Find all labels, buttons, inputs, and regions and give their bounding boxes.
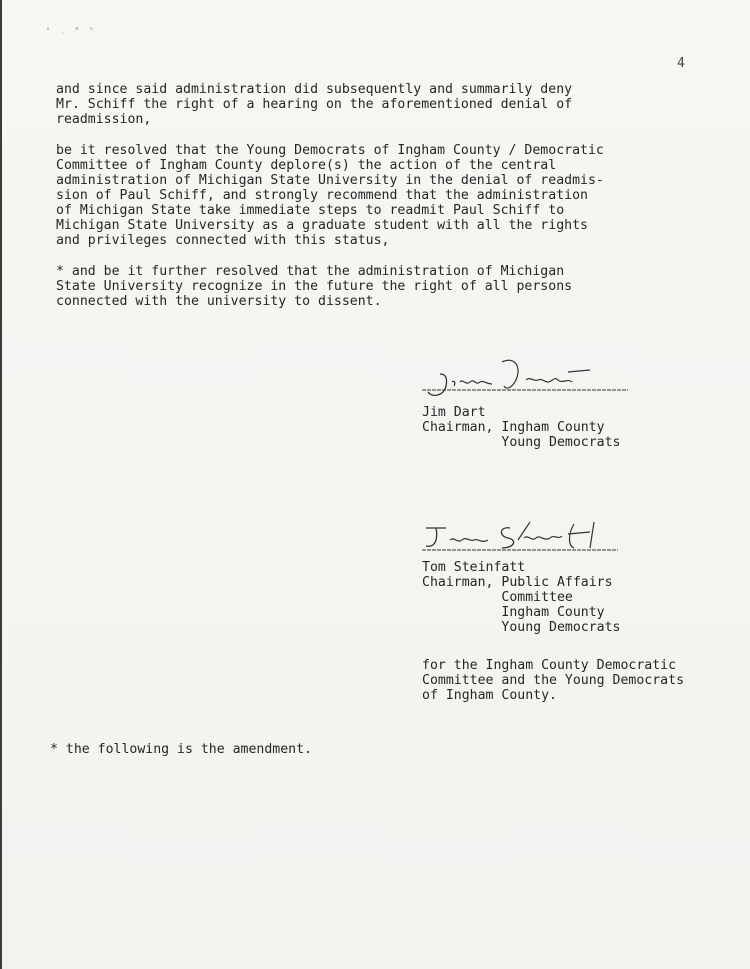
paragraph-whereas: and since said administration did subsequently and summarily deny Mr. Schiff the right of a hearing on the aforementioned denial of readmission, [56,82,573,127]
page-number: 4 [677,56,685,71]
on-behalf-of: for the Ingham County Democratic Committee and the Young Democrats of Ingham County. [422,658,685,703]
signature-block-jim-dart: Jim Dart Chairman, Ingham County Young Democrats [422,405,621,450]
scan-edge [0,0,2,969]
signature-block-tom-steinfatt: Tom Steinfatt Chairman, Public Affairs Committee Ingham County Young Democrats [422,560,621,635]
paragraph-resolution: be it resolved that the Young Democrats of Ingham County / Democratic Committee of Ingham County deplore(s) the action of the central administration of Michigan State University in the denial of readmis- sion of Paul Schiff, and strongly recommend that the administration of Michigan State take immediate steps to readmit Paul Schiff to Michigan State University as a graduate student with all the rights and privileges connected with this status, [56,143,604,248]
corner-mark: ᵉ ˎ ᵐ ᵒ [46,26,97,34]
signature-jim-dart [418,352,633,402]
signature-tom-steinfatt [418,518,623,558]
paragraph-amendment: * and be it further resolved that the administration of Michigan State University recognize in the future the right of all persons connected with the university to dissent. [56,264,573,309]
footnote: * the following is the amendment. [50,742,313,757]
